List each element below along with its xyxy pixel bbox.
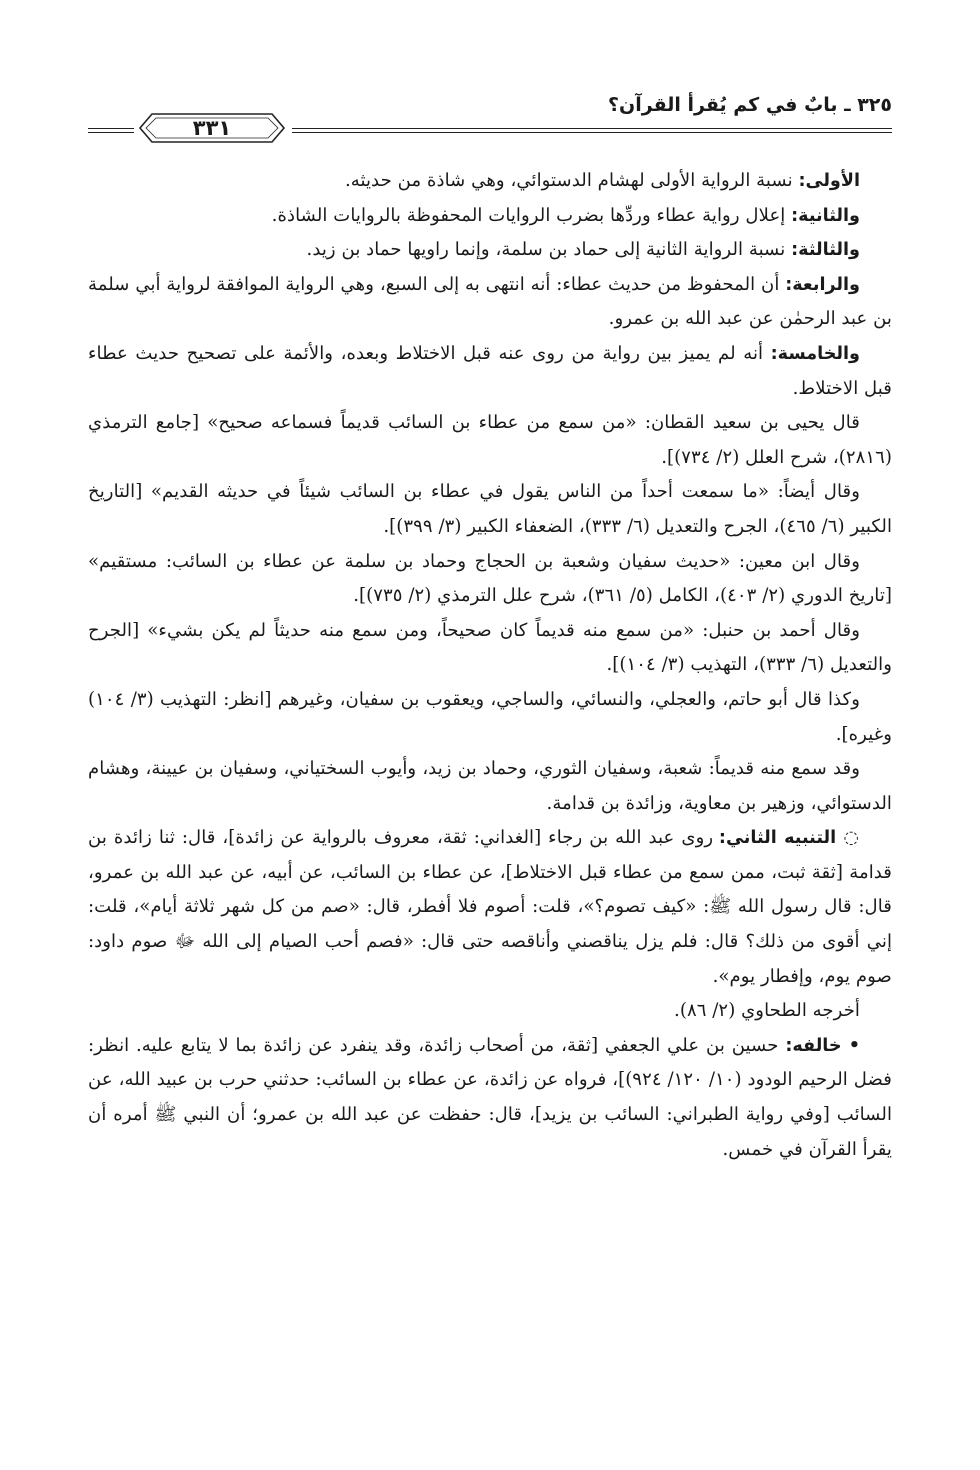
- paragraph-text: حسين بن علي الجعفي [ثقة، من أصحاب زائدة، وقد ينفرد عن زائدة بما لا يتابع عليه. انظر: فضل الرحيم الودود (١٠/ ١٢٠/ ٩٢٤)]، فرواه عن زائدة، عن عطاء بن السائب: حدثني حرب بن عبيد الله، عن السائب [وفي رواية الطبراني: السائب بن يزيد]، قال: حفظت عن عبد الله بن عمرو؛ أن النبي ﷺ أمره أن يقرأ القرآن في خمس.: [88, 1034, 892, 1160]
- paragraph-text: أخرجه الطحاوي (٢/ ٨٦).: [674, 1000, 860, 1022]
- running-title: ٣٢٥ ـ بابٌ في كم يُقرأ القرآن؟: [608, 94, 892, 116]
- paragraph-text: وقد سمع منه قديماً: شعبة، وسفيان الثوري، وحماد بن زيد، وأيوب السختياني، وسفيان بن عيينة، وهشام الدستوائي، وزهير بن معاوية، وزائدة بن قدامة.: [88, 758, 892, 814]
- paragraph: [88, 406, 892, 475]
- paragraph: [88, 1029, 892, 1167]
- paragraph-lead: والثانية:: [791, 205, 860, 226]
- paragraph-text: وكذا قال أبو حاتم، والعجلي، والنسائي، والساجي، ويعقوب بن سفيان، وغيرهم [انظر: التهذيب (٣/ ١٠٤) وغيره].: [88, 688, 892, 745]
- paragraph-text: أنه لم يميز بين رواية من روى عنه قبل الاختلاط وبعده، والأئمة على تصحيح حديث عطاء قبل الاختلاط.: [88, 342, 892, 399]
- paragraph-text: روى عبد الله بن رجاء [الغداني: ثقة، معروف بالرواية عن زائدة]، قال: ثنا زائدة بن قدامة [ثقة ثبت، ممن سمع من عطاء قبل الاختلاط]، عن عطاء بن السائب، عن أبيه، عن عبد الله بن عمرو، قال: قال رسول الله ﷺ: «كيف تصوم؟»، قلت: أصوم فلا أفطر، قال: «صم من كل شهر ثلاثة أيام»، قلت: إني أقوى من ذلك؟ قال: فلم يزل يناقصني وأناقصه حتى قال: «فصم أحب الصيام إلى الله ﷻ صوم داود: صوم يوم، وإفطار يوم».: [88, 827, 892, 987]
- paragraph: [88, 199, 892, 234]
- paragraph-lead: ◌ التنبيه الثاني:: [718, 828, 860, 849]
- paragraph-lead: • خالفه:: [785, 1035, 860, 1056]
- paragraph: [88, 268, 892, 337]
- paragraph: [88, 614, 892, 683]
- paragraph-text: وقال أحمد بن حنبل: «من سمع منه قديماً كان صحيحاً، ومن سمع منه حديثاً لم يكن بشيء» [الجرح والتعديل (٦/ ٣٣٣)، التهذيب (٣/ ١٠٤)].: [88, 619, 892, 676]
- paragraph-text: وقال ابن معين: «حديث سفيان وشعبة بن الحجاج وحماد بن سلمة عن عطاء بن السائب: مستقيم» [تاريخ الدوري (٢/ ٤٠٣)، الكامل (٥/ ٣٦١)، شرح علل الترمذي (٢/ ٧٣٥)].: [88, 550, 892, 607]
- paragraph: [88, 683, 892, 752]
- paragraph-lead: والخامسة:: [770, 343, 860, 364]
- paragraph-text: نسبة الرواية الأولى لهشام الدستوائي، وهي شاذة من حديثه.: [344, 170, 799, 191]
- paragraph-text: أن المحفوظ من حديث عطاء: أنه انتهى به إلى السبع، وهي الرواية الموافقة لرواية أبي سلمة بن عبد الرحمٰن عن عبد الله بن عمرو.: [88, 273, 892, 330]
- paragraph-text: قال يحيى بن سعيد القطان: «من سمع من عطاء بن السائب قديماً فسماعه صحيح» [جامع الترمذي (٢٨١٦)، شرح العلل (٢/ ٧٣٤)].: [88, 412, 892, 468]
- page: [88, 92, 892, 1167]
- paragraph-lead: والرابعة:: [785, 274, 860, 295]
- paragraph-text: إعلال رواية عطاء وردِّها بضرب الروايات المحفوظة بالروايات الشاذة.: [271, 204, 792, 226]
- page-header: [88, 92, 892, 142]
- paragraph: [88, 233, 892, 268]
- paragraph: [88, 821, 892, 994]
- header-rule-right-thin: [292, 132, 892, 133]
- paragraph-text: وقال أيضاً: «ما سمعت أحداً من الناس يقول في عطاء بن السائب شيئاً في حديثه القديم» [التاريخ الكبير (٦/ ٤٦٥)، الجرح والتعديل (٦/ ٣٣٣)، الضعفاء الكبير (٣/ ٣٩٩)].: [88, 481, 892, 537]
- paragraph: [88, 164, 892, 199]
- header-rule-right: [292, 128, 892, 129]
- paragraph: [88, 752, 892, 821]
- paragraph: [88, 475, 892, 544]
- paragraph-lead: والثالثة:: [791, 240, 860, 261]
- header-rule-left-thin: [88, 132, 134, 133]
- paragraph-text: نسبة الرواية الثانية إلى حماد بن سلمة، وإنما راويها حماد بن زيد.: [306, 239, 792, 261]
- page-number-box: [138, 110, 286, 146]
- paragraph: [88, 545, 892, 614]
- header-rule-left: [88, 128, 134, 129]
- paragraph: [88, 337, 892, 406]
- paragraph: [88, 994, 892, 1029]
- paragraph-lead: الأولى:: [798, 171, 860, 191]
- page-number: ٣٣١: [192, 116, 232, 140]
- page-body: [88, 164, 892, 1167]
